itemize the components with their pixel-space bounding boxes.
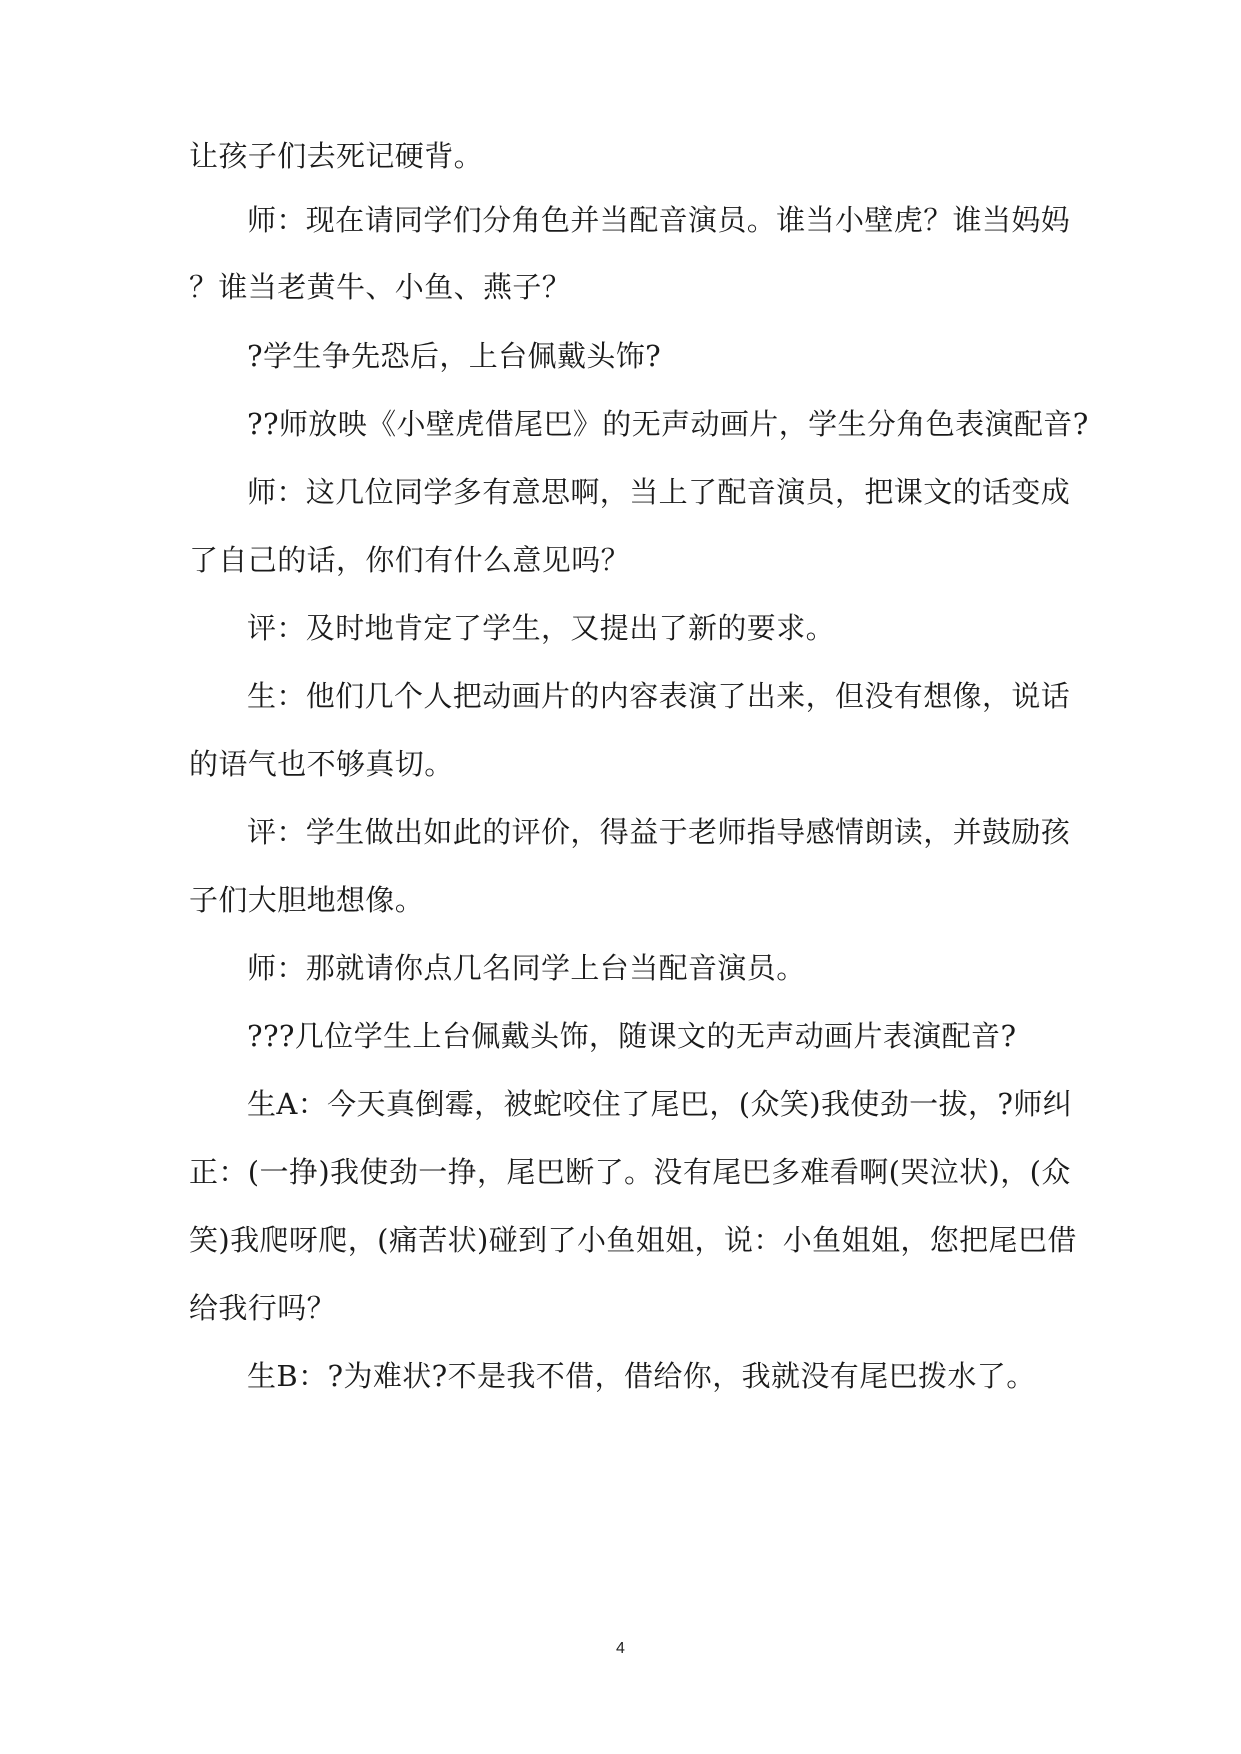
text-line: 给我行吗？: [189, 1291, 337, 1325]
text-line: 生A：今天真倒霉，被蛇咬住了尾巴，(众笑)我使劲一拔，?师纠: [247, 1087, 1073, 1121]
text-line: 正：(一挣)我使劲一挣，尾巴断了。没有尾巴多难看啊(哭泣状)，(众: [189, 1155, 1071, 1189]
text-line: ？谁当老黄牛、小鱼、燕子？: [189, 270, 572, 304]
text-line: 师：现在请同学们分角色并当配音演员。谁当小壁虎？谁当妈妈: [247, 203, 1071, 237]
text-line: 了自己的话，你们有什么意见吗？: [189, 543, 631, 577]
text-line: 的语气也不够真切。: [189, 747, 454, 781]
page-number: 4: [616, 1640, 625, 1657]
text-line: 生B：?为难状?不是我不借，借给你，我就没有尾巴拨水了。: [247, 1359, 1036, 1393]
text-line: ?学生争先恐后，上台佩戴头饰?: [247, 339, 662, 373]
text-line: 让孩子们去死记硬背。: [189, 139, 484, 173]
text-line: 笑)我爬呀爬，(痛苦状)碰到了小鱼姐姐，说：小鱼姐姐，您把尾巴借: [189, 1223, 1077, 1257]
text-line: ??师放映《小壁虎借尾巴》的无声动画片，学生分角色表演配音?: [247, 407, 1089, 441]
text-line: 评：学生做出如此的评价，得益于老师指导感情朗读，并鼓励孩: [247, 815, 1071, 849]
text-line: 生：他们几个人把动画片的内容表演了出来，但没有想像，说话: [247, 679, 1071, 713]
text-line: 师：这几位同学多有意思啊，当上了配音演员，把课文的话变成: [247, 475, 1071, 509]
text-line: 子们大胆地想像。: [189, 883, 425, 917]
text-line: ???几位学生上台佩戴头饰，随课文的无声动画片表演配音?: [247, 1019, 1017, 1053]
text-line: 师：那就请你点几名同学上台当配音演员。: [247, 951, 806, 985]
text-line: 评：及时地肯定了学生，又提出了新的要求。: [247, 611, 836, 645]
